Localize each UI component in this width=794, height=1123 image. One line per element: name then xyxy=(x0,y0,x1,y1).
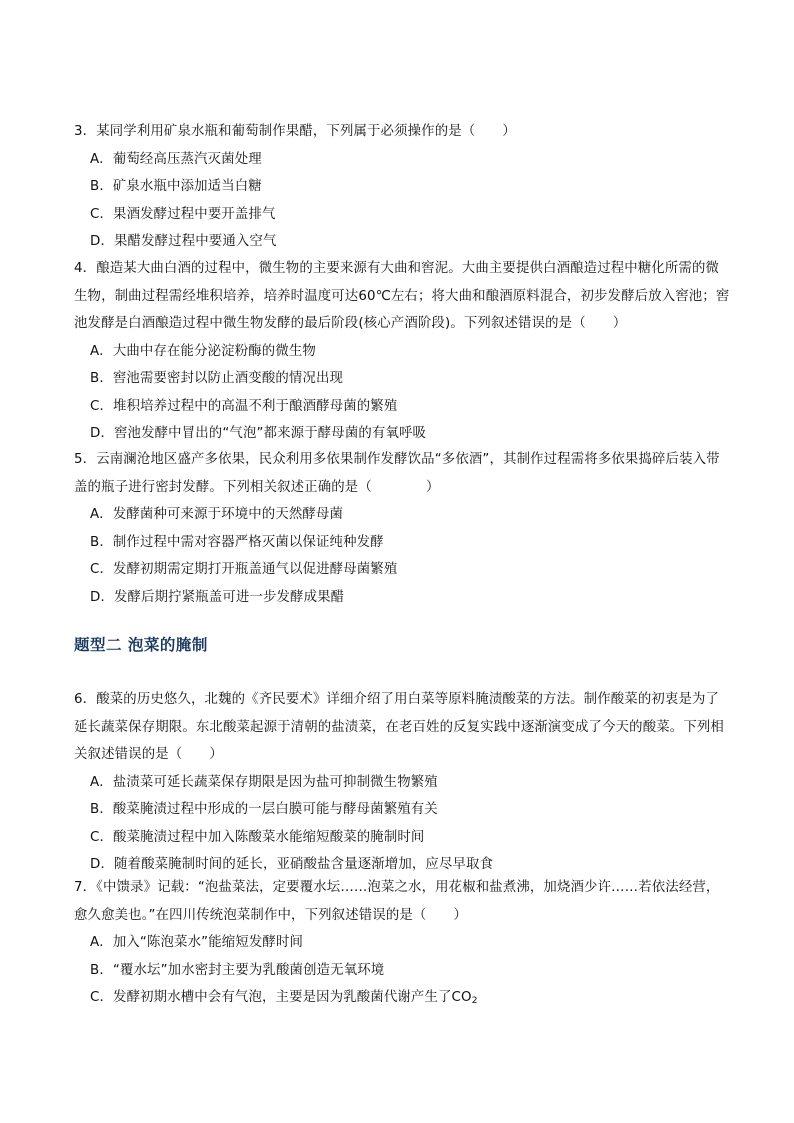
question-stem: 5．云南澜沧地区盛产多依果，民众利用多依果制作发酵饮品“多依酒”，其制作过程需将多依果捣碎后装入带盖的瓶子进行密封发酵。下列相关叙述正确的是（ ） xyxy=(74,452,720,495)
option-d: D．随着酸菜腌制时间的延长，亚硝酸盐含量逐渐增加，应尽早取食 xyxy=(90,857,494,872)
question-7 xyxy=(74,874,730,1016)
option-b: B．窖池需要密封以防止酒变酸的情况出现 xyxy=(90,371,344,386)
question-3 xyxy=(74,118,730,256)
question-stem: 3．某同学利用矿泉水瓶和葡萄制作果醋，下列属于必须操作的是（ ） xyxy=(74,124,516,139)
option-a: A．葡萄经高压蒸汽灭菌处理 xyxy=(90,151,262,167)
option-a: A．加入“陈泡菜水”能缩短发酵时间 xyxy=(90,935,304,950)
option-b: B．酸菜腌渍过程中形成的一层白膜可能与酵母菌繁殖有关 xyxy=(90,802,438,817)
question-5 xyxy=(74,446,730,611)
option-b: B．制作过程中需对容器严格灭菌以保证纯种发酵 xyxy=(90,534,384,550)
option-a: A．发酵菌种可来源于环境中的天然酵母菌 xyxy=(90,507,344,522)
question-4 xyxy=(74,255,730,448)
option-b: B．矿泉水瓶中添加适当白糖 xyxy=(90,179,262,194)
question-stem: 7．《中馈录》记载：“泡盐菜法，定要覆水坛……泡菜之水，用花椒和盐煮沸，加烧酒少许……若依法经营，愈久愈美也。”在四川传统泡菜制作中，下列叙述错误的是（ ） xyxy=(74,880,720,923)
question-6 xyxy=(74,686,730,879)
subscript: 2 xyxy=(471,996,478,1006)
option-d: D．窖池发酵中冒出的“气泡”都来源于酵母菌的有氧呼吸 xyxy=(90,426,427,441)
option-c: C．堆积培养过程中的高温不利于酿酒酵母菌的繁殖 xyxy=(90,398,398,414)
option-b: B．“覆水坛”加水密封主要为乳酸菌创造无氧环境 xyxy=(90,962,385,978)
option-c xyxy=(74,984,730,1016)
section-heading: 题型二 泡菜的腌制 xyxy=(74,636,208,654)
question-stem: 6．酸菜的历史悠久，北魏的《齐民要术》详细介绍了用白菜等原料腌渍酸菜的方法。制作酸菜的初衷是为了延长蔬菜保存期限。东北酸菜起源于清朝的盐渍菜，在老百姓的反复实践中逐渐演变成了今天的酸菜。下列相关叙述错误的是（ ） xyxy=(74,692,724,762)
option-a: A．大曲中存在能分泌淀粉酶的微生物 xyxy=(90,343,316,359)
option-a: A．盐渍菜可延长蔬菜保存期限是因为盐可抑制微生物繁殖 xyxy=(90,774,438,790)
question-stem: 4．酿造某大曲白酒的过程中，微生物的主要来源有大曲和窖泥。大曲主要提供白酒酿造过程中糖化所需的微生物，制曲过程需经堆积培养，培养时温度可达60℃左右；将大曲和酿酒原料混合，初步发酵后放入窖池；窖池发酵是白酒酿造过程中微生物发酵的最后阶段(核心产酒阶段)。下列叙述错误的是（ ） xyxy=(74,261,730,331)
option-d: D．果醋发酵过程中要通入空气 xyxy=(90,234,277,249)
option-c-text: C．发酵初期水槽中会有气泡，主要是因为乳酸菌代谢产生了CO xyxy=(90,990,472,1005)
option-d: D．发酵后期拧紧瓶盖可进一步发酵成果醋 xyxy=(90,589,345,605)
option-c: C．果酒发酵过程中要开盖排气 xyxy=(90,206,276,222)
option-c: C．酸菜腌渍过程中加入陈酸菜水能缩短酸菜的腌制时间 xyxy=(90,829,425,845)
option-c: C．发酵初期需定期打开瓶盖通气以促进酵母菌繁殖 xyxy=(90,562,398,577)
